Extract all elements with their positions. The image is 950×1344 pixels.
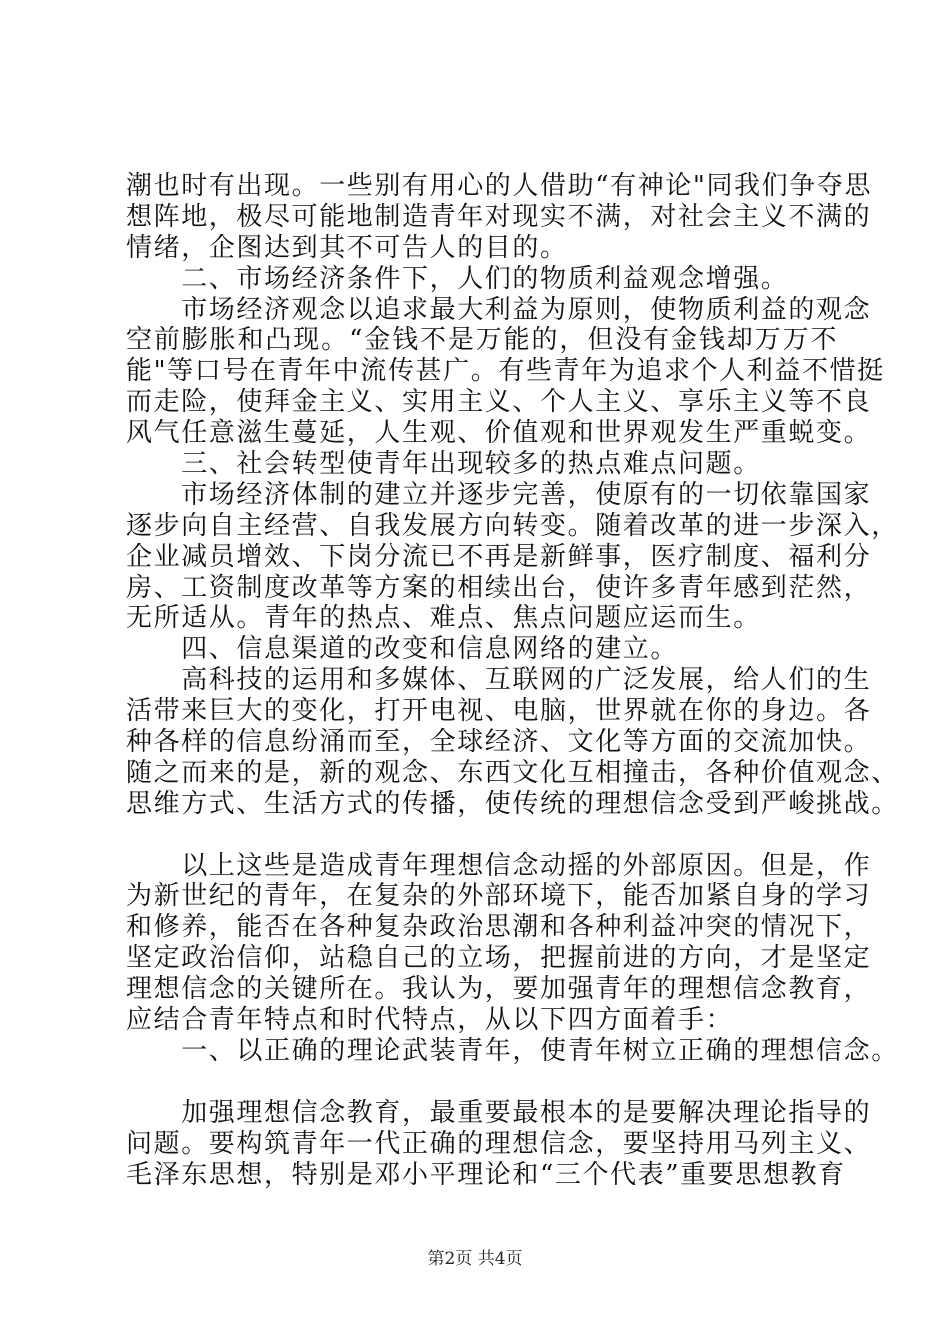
text-line: 无所适从。青年的热点、难点、焦点问题应运而生。 (126, 603, 761, 634)
text-line: 以上这些是造成青年理想信念动摇的外部原因。但是，作 (126, 850, 872, 881)
text-line: 思维方式、生活方式的传播，使传统的理想信念受到严峻挑战。 (126, 788, 899, 819)
text-line: 市场经济体制的建立并逐步完善，使原有的一切依靠国家 (126, 479, 872, 510)
section-heading: 二、市场经济条件下，人们的物质利益观念增强。 (126, 263, 789, 294)
text-line: 随之而来的是，新的观念、东西文化互相撞击，各种价值观念、 (126, 757, 899, 788)
text-line: 情绪，企图达到其不可告人的目的。 (126, 232, 568, 263)
text-line: 毛泽东思想，特别是邓小平理论和“三个代表”重要思想教育 (126, 1159, 846, 1190)
text-line: 为新世纪的青年，在复杂的外部环境下，能否加紧自身的学习 (126, 881, 872, 912)
blank-line (126, 1067, 838, 1098)
section-heading: 一、以正确的理论武装青年，使青年树立正确的理想信念。 (126, 1035, 899, 1066)
text-line: 能"等口号在青年中流传甚广。有些青年为追求个人利益不惜挺 (126, 356, 885, 387)
page-number-footer: 第2页 共4页 (427, 1249, 523, 1269)
text-line: 加强理想信念教育，最重要最根本的是要解决理论指导的 (126, 1097, 872, 1128)
text-line: 而走险，使拜金主义、实用主义、个人主义、享乐主义等不良 (126, 387, 872, 418)
section-heading: 四、信息渠道的改变和信息网络的建立。 (126, 634, 679, 665)
text-line: 种各样的信息纷涌而至，全球经济、文化等方面的交流加快。 (126, 727, 872, 758)
text-line: 房、工资制度改革等方案的相续出台，使许多青年感到茫然， (126, 572, 872, 603)
blank-line (126, 820, 838, 851)
text-line: 逐步向自主经营、自我发展方向转变。随着改革的进一步深入， (126, 510, 899, 541)
text-line: 应结合青年特点和时代特点，从以下四方面着手： (126, 1005, 734, 1036)
text-line: 想阵地，极尽可能地制造青年对现实不满，对社会主义不满的 (126, 201, 872, 232)
text-line: 坚定政治信仰，站稳自己的立场，把握前进的方向，才是坚定 (126, 943, 872, 974)
text-line: 潮也时有出现。一些别有用心的人借助“有神论"同我们争夺思 (126, 171, 873, 201)
text-line: 企业减员增效、下岗分流已不再是新鲜事，医疗制度、福利分 (126, 541, 872, 572)
section-heading: 三、社会转型使青年出现较多的热点难点问题。 (126, 449, 761, 480)
text-line: 活带来巨大的变化，打开电视、电脑，世界就在你的身边。各 (126, 696, 872, 727)
text-line: 风气任意滋生蔓延，人生观、价值观和世界观发生严重蜕变。 (126, 418, 872, 449)
text-line: 和修养，能否在各种复杂政治思潮和各种利益冲突的情况下， (126, 912, 872, 943)
text-line: 空前膨胀和凸现。“金钱不是万能的，但没有金钱却万万不 (126, 325, 838, 356)
text-line: 高科技的运用和多媒体、互联网的广泛发展，给人们的生 (126, 665, 872, 696)
text-line: 理想信念的关键所在。我认为，要加强青年的理想信念教育， (126, 974, 872, 1005)
text-line: 问题。要构筑青年一代正确的理想信念，要坚持用马列主义、 (126, 1128, 872, 1159)
document-body (126, 171, 899, 1190)
text-line: 市场经济观念以追求最大利益为原则，使物质利益的观念 (126, 294, 872, 325)
